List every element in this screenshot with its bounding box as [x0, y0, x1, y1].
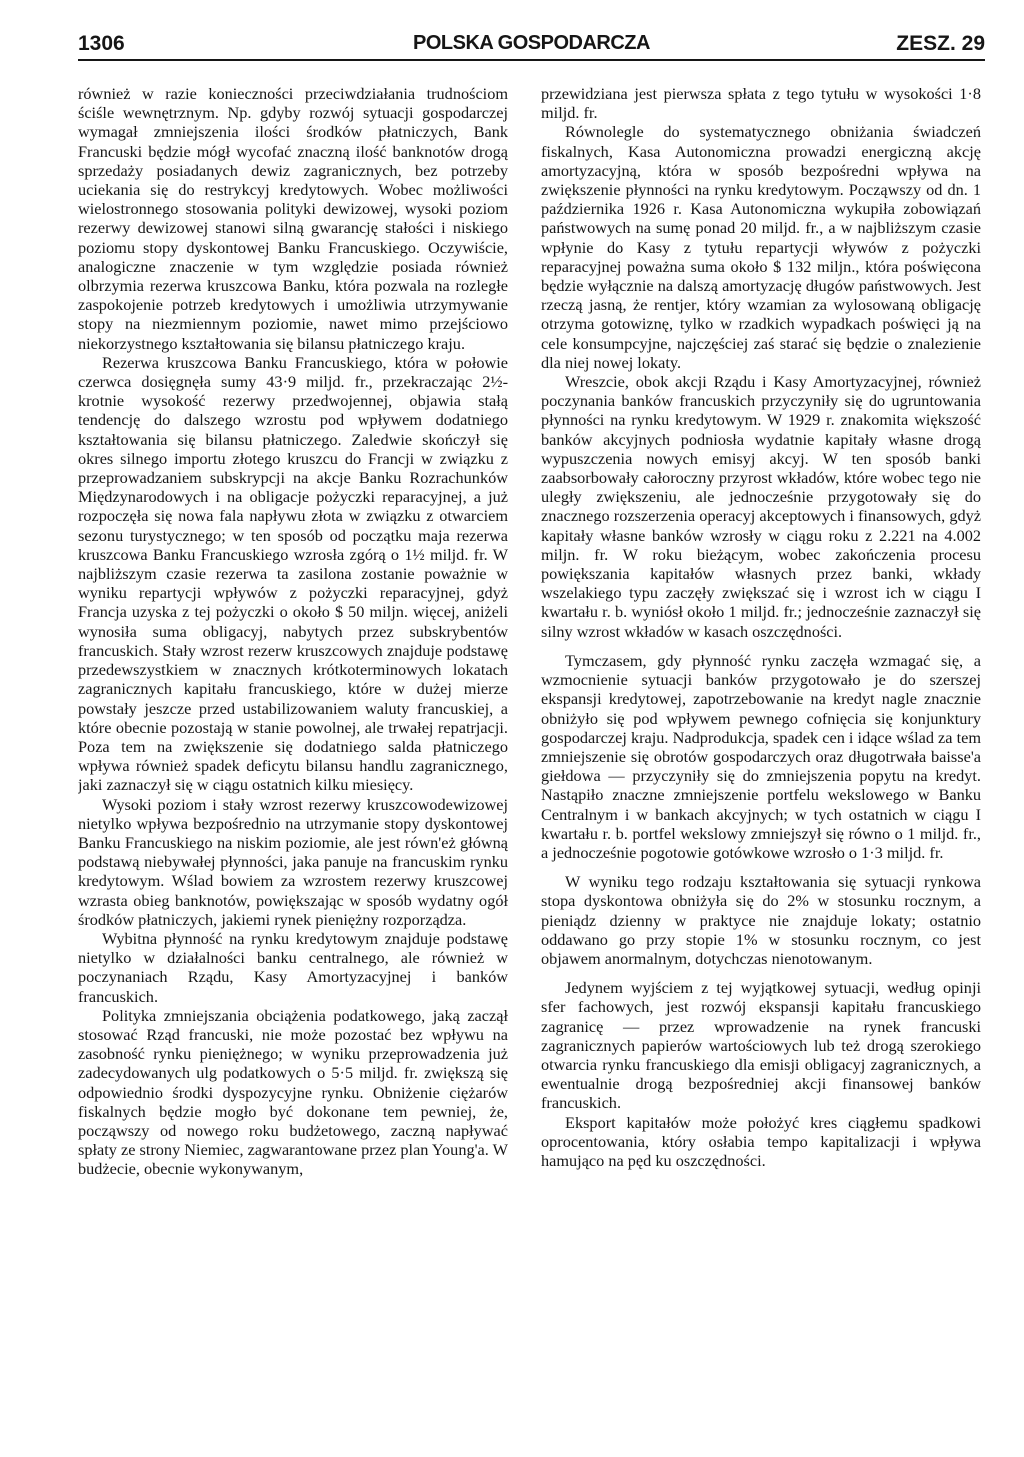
paragraph: Równolegle do systematycznego obniżania świadczeń fiskalnych, Kasa Autonomiczna prowadzi energiczną akcję amortyzacyjną, która w sposób bezpośredni wpływa na zwiększenie płynności na rynku kredytowym. Począwszy od dn. 1 października 1926 r. Kasa Autonomiczna wykupiła zobowiązań państwowych na sumę ponad 20 miljd. fr., a w najbliższym czasie wpłynie do Kasy z tytułu repartycji wływów z pożyczki reparacyjnej poważna suma około $ 132 miljn., która poświęcona będzie wyłącznie na dalszą amortyzację długów państwowych. Jest rzeczą jasną, że rentjer, który wzamian za wylosowaną obligację otrzyma gotowiznę, tylko w rzadkich wypadkach poświęci ją na cele konsumpcyjne, najczęściej zaś starać się będzie o znalezienie dla niej nowej lokaty. [541, 122, 981, 372]
paragraph: przewidziana jest pierwsza spłata z tego tytułu w wysokości 1·8 miljd. fr. [541, 84, 981, 123]
journal-title: POLSKA GOSPODARCZA [413, 32, 650, 54]
paragraph: Eksport kapitałów może położyć kres ciągłemu spadkowi oprocentowania, który osłabia tempo kapitalizacji i wpływa hamująco na pęd ku oszczędności. [541, 1112, 981, 1170]
paragraph: Wreszcie, obok akcji Rządu i Kasy Amortyzacyjnej, również poczynania banków francuskich przyczyniły się do ugruntowania płynności na rynku kredytowym. W 1929 r. znakomita większość banków akcyjnych podniosła wydatnie kapitały własne drogą wypuszczenia nowych emisyj akcyj. W ten sposób banki zaabsorbowały całoroczny przyrost wkładów, które wobec tego nie uległy zwiększeniu, ale jednocześnie przygotowały się do znacznego rozszerzenia operacyj akceptowych i finansowych, gdyż kapitały własne banków wzrosły w ciągu roku z 2.221 na 4.002 miljn. fr. W roku bieżącym, wobec zakończenia procesu powiększania kapitałów własnych przez banki, wkłady wszelakiego typu zaczęły zwiększać się i wzrost ich w ciągu I kwartału r. b. wyniósł około 1 miljd. fr.; jednocześnie zaznaczył się silny wzrost wkładów w kasach oszczędności. [541, 372, 981, 641]
paragraph: Rezerwa kruszcowa Banku Francuskiego, która w połowie czerwca dosięgnęła sumy 43·9 miljd. fr., przekraczając 2½-krotnie wysokość rezerwy przedwojennej, objawia stałą tendencję do dalszego wzrostu pod wpływem dodatniego kształtowania się bilansu płatniczego. Zaledwie skończył się okres silnego importu złotego kruszcu do Francji w związku z przeprowadzaniem subskrypcji na akcje Banku Rozrachunków Międzynarodowych i na obligacje pożyczki reparacyjnej, a już rozpoczęła się nowa fala napływu złota w związku z otwarciem sezonu turystycznego; w ten sposób od początku maja rezerwa kruszcowa Banku Francuskiego wzrosła zgórą o 1½ miljd. fr. W najbliższym czasie rezerwa ta zasilona zostanie poważnie w wyniku repartycji wpływów z pożyczki reparacyjnej, gdyż Francja uzyska z tej pożyczki o około $ 50 miljn. więcej, aniżeli wynosiła suma obligacyj, nabytych przez subskrybentów francuskich. Stały wzrost rezerw kruszcowych znajduje podstawę przedewszystkiem w znacznych krótkoterminowych lokatach zagranicznych kapitału francuskiego, które w dużej mierze powstały jeszcze przed ustabilizowaniem waluty francuskiej, a które obecnie pozostają w stanie powolnej, ale trwałej repatrjacji. Poza tem na zwiększenie się dodatniego salda płatniczego wpływa również spadek deficytu bilansu handlu zagranicznego, jaki zaznaczył się w ciągu ostatnich kilku miesięcy. [78, 352, 508, 795]
issue-label: ZESZ. 29 [896, 32, 985, 55]
paragraph: Wysoki poziom i stały wzrost rezerwy kruszcowodewizowej nietylko wpływa bezpośrednio na utrzymanie stopy dyskontowej Banku Francuskiego na niskim poziomie, ale jest równ'eż główną podstawą niebywałej płynności, jaka panuje na francuskim rynku kredytowym. Wślad bowiem za wzrostem rezerwy kruszcowej wzrasta obieg banknotów, powiększając w sposób wydatny ogół środków płatniczych, jakiemi rynek pieniężny rozporządza. [78, 794, 508, 929]
header-rule [78, 59, 985, 61]
paragraph: Wybitna płynność na rynku kredytowym znajduje podstawę nietylko w działalności banku centralnego, ale również w poczynaniach Rządu, Kasy Amortyzacyjnej i banków francuskich. [78, 928, 508, 1006]
paragraph: W wyniku tego rodzaju kształtowania się sytuacji rynkowa stopa dyskontowa obniżyła się do 2% w stosunku rocznym, a pieniądz dzienny w praktyce nie znajduje lokaty; ostatnio oddawano go przy stopie 1% w stosunku rocznym, co jest objawem anormalnym, dotychczas nienotowanym. [541, 872, 981, 968]
paragraph: Jedynem wyjściem z tej wyjątkowej sytuacji, według opinji sfer fachowych, jest rozwój ekspansji kapitału francuskiego zagranicę — przez wprowadzenie na rynek francuski zagranicznych papierów wartościowych lub też drogą szerokiego otwarcia rynku francuskiego dla emisji obligacyj zagranicznych, a ewentualnie drogą bezpośredniej akcji finansowej banków francuskich. [541, 978, 981, 1113]
paragraph: Tymczasem, gdy płynność rynku zaczęła wzmagać się, a wzmocnienie sytuacji banków przygotowało je do szerszej ekspansji kredytowej, zapotrzebowanie na kredyt nagle znacznie obniżyło się pod wpływem pewnego cofnięcia się konjunktury gospodarczej kraju. Nadprodukcja, spadek cen i idące wślad za tem zmniejszenie się obrotów gospodarczych oraz długotrwała baisse'a giełdowa — przyczyniły się do zmniejszenia popytu na kredyt. Nastąpiło znaczne zmniejszenie portfelu wekslowego w Banku Centralnym i w bankach akcyjnych; w tych ostatnich w ciągu I kwartału r. b. portfel wekslowy zmniejszył się równo o 1 miljd. fr., a jednocześnie pogotowie gotówkowe wzrosło o 1·3 miljd. fr. [541, 650, 981, 862]
paragraph: Polityka zmniejszania obciążenia podatkowego, jaką zaczął stosować Rząd francuski, nie może pozostać bez wpływu na zasobność rynku pieniężnego; w wyniku przeprowadzenia już zadecydowanych ulg podatkowych o 5·5 miljd. fr. zwiększą się odpowiednio środki dyspozycyjne rynku. Obniżenie ciężarów fiskalnych będzie mogło być dokonane tem pewniej, że, począwszy od nowego roku budżetowego, zaczną napływać spłaty ze strony Niemiec, zagwarantowane przez plan Young'a. W budżecie, obecnie wykonywanym, [78, 1005, 508, 1179]
paragraph: również w razie konieczności przeciwdziałania trudnościom ściśle wewnętrznym. Np. gdyby rozwój sytuacji gospodarczej wymagał zmniejszenia ilości środków płatniczych, Bank Francuski będzie mógł wycofać znaczną ilość banknotów drogą sprzedaży posiadanych dewiz zagranicznych, bez potrzeby uciekania się do restrykcyj kredytowych. Wobec możliwości wielostronnego stosowania polityki dewizowej, wysoki poziom rezerwy dewizowej stanowi silną gwarancję stałości i niskiego poziomu stopy dyskontowej Banku Francuskiego. Oczywiście, analogiczne znaczenie w tym względzie posiada również olbrzymia rezerwa kruszcowa Banku, która pozwala na rozległe zaspokojenie potrzeb kredytowych i umożliwia utrzymywanie stopy na niezmiennym poziomie, nawet mimo przejściowo niekorzystnego kształtowania się bilansu płatniczego kraju. [78, 84, 508, 353]
page-number: 1306 [78, 32, 125, 55]
left-column [78, 84, 508, 1384]
right-column [541, 84, 981, 1384]
